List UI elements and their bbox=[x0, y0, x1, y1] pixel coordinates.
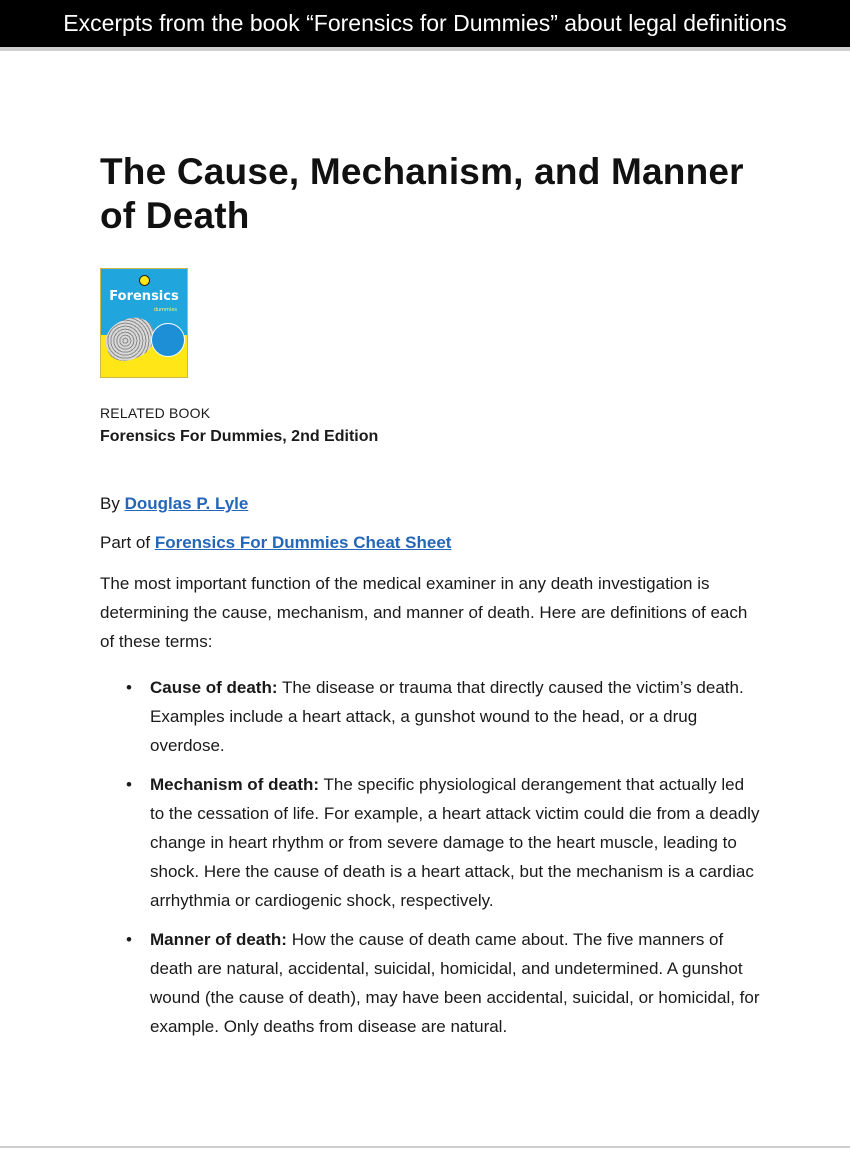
list-item bbox=[100, 673, 760, 760]
bullet-icon: • bbox=[126, 775, 132, 794]
banner-text: Excerpts from the book “Forensics for Dummies” about legal definitions bbox=[63, 10, 787, 36]
definition-term: Mechanism of death: bbox=[150, 775, 320, 794]
related-book-label: RELATED BOOK bbox=[100, 405, 211, 421]
definition-text: The specific physiological derangement that actually led to the cessation of life. For example, a heart attack victim could die from a deadly change in heart rhythm or from severe damage to the heart muscle, leading to shock. Here the cause of death is a heart attack, but the mechanism is a cardiac arrhythmia or cardiogenic shock, respectively. bbox=[150, 775, 760, 910]
definition-text: The disease or trauma that directly caused the victim’s death. Examples include a heart attack, a gunshot wound to the head, or a drug overdose. bbox=[150, 678, 744, 755]
banner bbox=[0, 0, 850, 47]
byline-prefix: By bbox=[100, 494, 120, 513]
part-of-prefix: Part of bbox=[100, 533, 151, 552]
dummies-logo-icon bbox=[139, 275, 150, 286]
article bbox=[100, 150, 760, 1051]
list-item bbox=[100, 770, 760, 915]
cover-subtitle: dummies bbox=[153, 307, 177, 313]
definition-text: How the cause of death came about. The five manners of death are natural, accidental, suicidal, homicidal, and undetermined. A gunshot wound (the cause of death), may have been accidental, suicidal, or homicidal, for example. Only deaths from disease are natural. bbox=[150, 930, 760, 1036]
cover-badge-icon bbox=[151, 323, 185, 357]
bullet-icon: • bbox=[126, 678, 132, 697]
bottom-divider bbox=[0, 1146, 850, 1148]
intro-paragraph: The most important function of the medical examiner in any death investigation is determining the cause, mechanism, and manner of death. Here are definitions of each of these terms: bbox=[100, 574, 748, 651]
definition-term: Manner of death: bbox=[150, 930, 287, 949]
part-of-line bbox=[100, 532, 760, 554]
definitions-list bbox=[100, 673, 760, 1041]
byline bbox=[100, 493, 760, 515]
article-title: The Cause, Mechanism, and Manner of Death bbox=[100, 151, 744, 236]
book-cover-image[interactable] bbox=[100, 268, 188, 378]
cover-title: Forensics bbox=[109, 289, 179, 304]
bullet-icon: • bbox=[126, 930, 132, 949]
banner-divider bbox=[0, 47, 850, 51]
author-link[interactable]: Douglas P. Lyle bbox=[124, 494, 249, 513]
list-item bbox=[100, 925, 760, 1041]
definition-term: Cause of death: bbox=[150, 678, 278, 697]
related-book-title[interactable]: Forensics For Dummies, 2nd Edition bbox=[100, 428, 379, 445]
cheat-sheet-link[interactable]: Forensics For Dummies Cheat Sheet bbox=[154, 533, 452, 552]
